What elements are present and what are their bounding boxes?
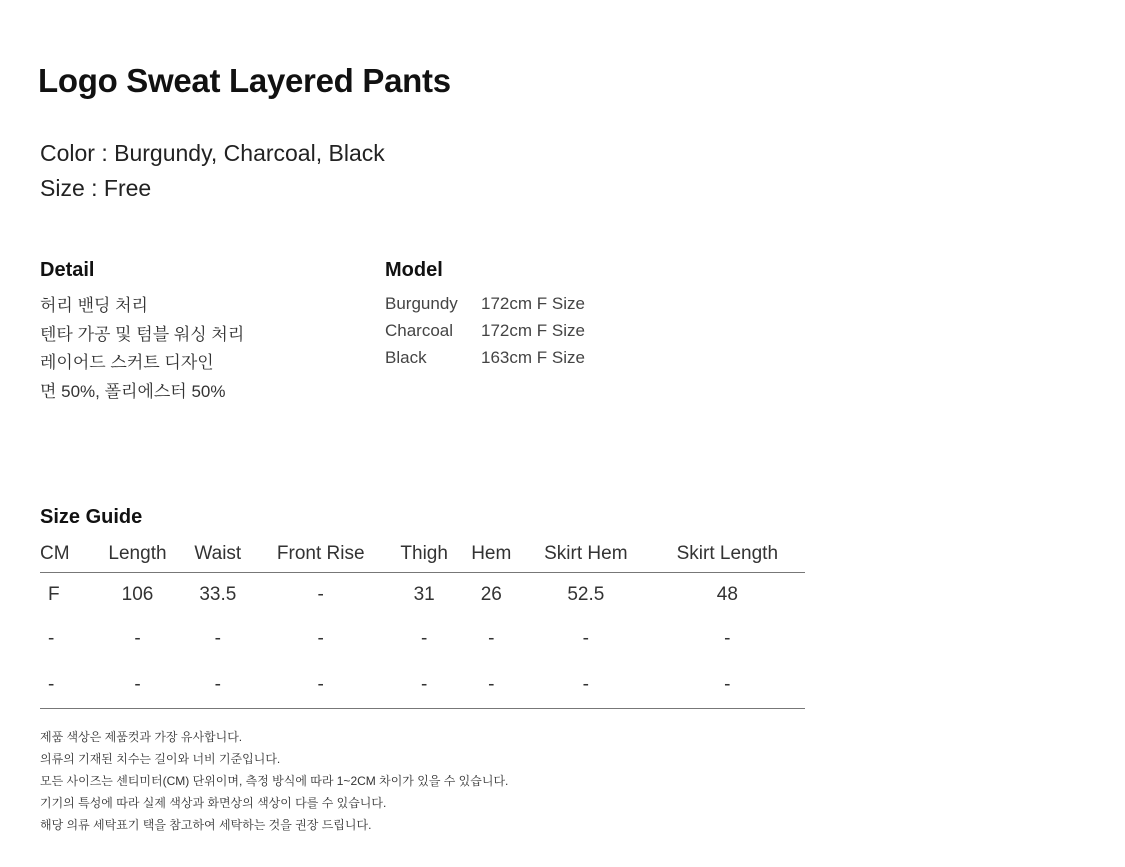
table-cell: - xyxy=(40,661,93,709)
product-title: Logo Sweat Layered Pants xyxy=(38,62,451,99)
column-header: CM xyxy=(40,536,93,573)
model-row xyxy=(385,290,585,317)
model-color: Burgundy xyxy=(385,293,458,313)
column-header: Hem xyxy=(461,536,522,573)
model-info: 172cm F Size xyxy=(481,293,585,313)
size-guide-table xyxy=(40,536,805,709)
table-cell: - xyxy=(522,661,650,709)
detail-item: 텐타 가공 및 텀블 워싱 처리 xyxy=(40,324,245,344)
note-item: 의류의 기재된 치수는 길이와 너비 기준입니다. xyxy=(40,752,281,766)
column-header: Skirt Length xyxy=(650,536,805,573)
size-guide-heading: Size Guide xyxy=(40,506,143,528)
table-cell: - xyxy=(182,661,254,709)
color-options: Color : Burgundy, Charcoal, Black xyxy=(40,140,385,166)
table-cell: - xyxy=(214,628,221,649)
table-cell: - xyxy=(724,628,731,649)
column-header: Front Rise xyxy=(254,536,388,573)
detail-item: 면 50%, 폴리에스터 50% xyxy=(40,381,226,401)
model-color: Charcoal xyxy=(385,320,454,340)
note-item: 해당 의류 세탁표기 택을 참고하여 세탁하는 것을 권장 드립니다. xyxy=(40,818,372,832)
column-header: Thigh xyxy=(388,536,461,573)
detail-list xyxy=(40,292,244,406)
table-cell: F xyxy=(48,584,60,605)
table-row xyxy=(40,573,805,618)
detail-item: 허리 밴딩 처리 xyxy=(40,296,148,315)
column-header: Skirt Hem xyxy=(522,536,650,573)
model-color: Black xyxy=(385,347,427,367)
table-cell: - xyxy=(582,628,589,649)
table-cell: - xyxy=(317,628,324,649)
table-cell: - xyxy=(388,661,461,709)
table-cell: - xyxy=(254,661,388,709)
table-cell: - xyxy=(93,661,182,709)
table-cell: 48 xyxy=(716,584,738,605)
size-options: Size : Free xyxy=(40,175,152,201)
table-cell: - xyxy=(134,628,141,649)
model-info: 163cm F Size xyxy=(481,347,585,367)
column-header: Waist xyxy=(182,536,254,573)
table-cell: - xyxy=(461,661,522,709)
table-cell: - xyxy=(488,628,495,649)
table-cell: 26 xyxy=(480,584,502,605)
note-item: 제품 색상은 제품컷과 가장 유사합니다. xyxy=(40,730,243,744)
model-row xyxy=(385,344,585,371)
table-cell: 31 xyxy=(413,584,435,605)
model-heading: Model xyxy=(385,259,443,281)
model-info: 172cm F Size xyxy=(481,320,585,340)
model-table xyxy=(385,290,585,371)
table-row xyxy=(40,661,805,709)
column-header: Length xyxy=(93,536,182,573)
notes-list xyxy=(40,726,508,836)
table-row xyxy=(40,617,805,661)
detail-item: 레이어드 스커트 디자인 xyxy=(40,353,214,372)
table-cell: 52.5 xyxy=(567,584,605,605)
table-cell: - xyxy=(317,584,324,605)
table-cell: - xyxy=(48,628,55,649)
table-cell: - xyxy=(650,661,805,709)
table-cell: 106 xyxy=(121,584,154,605)
table-cell: 33.5 xyxy=(199,584,237,605)
model-row xyxy=(385,317,585,344)
note-item: 기기의 특성에 따라 실제 색상과 화면상의 색상이 다를 수 있습니다. xyxy=(40,796,387,810)
size-table-header xyxy=(40,536,805,573)
table-cell: - xyxy=(421,628,428,649)
note-item: 모든 사이즈는 센티미터(CM) 단위이며, 측정 방식에 따라 1~2CM 차이가 있을 수 있습니다. xyxy=(40,774,509,788)
detail-heading: Detail xyxy=(40,259,95,281)
